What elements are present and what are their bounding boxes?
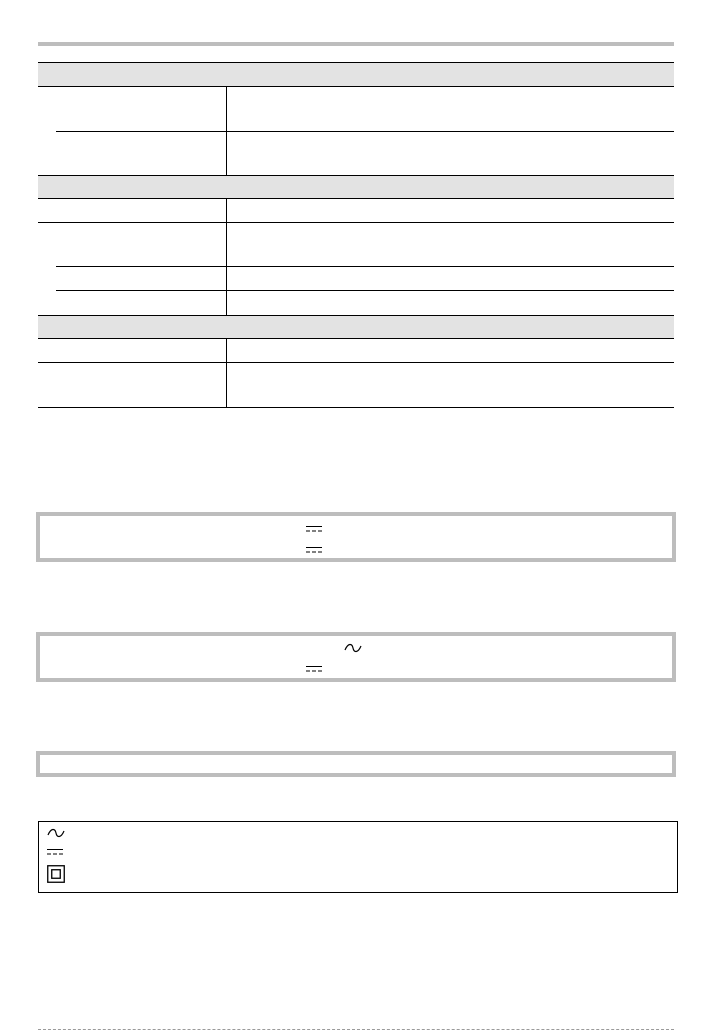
- column-divider: [226, 339, 227, 362]
- table-row: [38, 199, 674, 223]
- column-divider: [226, 132, 227, 175]
- alternating-current-icon: [344, 643, 362, 653]
- direct-current-icon: [306, 546, 322, 554]
- table-row: [38, 339, 674, 363]
- table-row: [56, 267, 674, 291]
- table-row: [56, 291, 674, 315]
- column-divider: [226, 363, 227, 407]
- direct-current-icon: [306, 525, 322, 533]
- column-divider: [226, 199, 227, 222]
- section-header-1: [38, 63, 674, 87]
- power-rating-box-3: [36, 751, 676, 777]
- footer-rule: [38, 1029, 674, 1030]
- direct-current-icon: [47, 848, 63, 856]
- column-divider: [226, 267, 227, 290]
- double-insulation-icon: [47, 865, 65, 883]
- alternating-current-icon: [47, 828, 65, 838]
- section-header-2: [38, 175, 674, 199]
- column-divider: [226, 223, 227, 266]
- column-divider: [226, 291, 227, 315]
- power-rating-box-2: [36, 632, 676, 682]
- column-divider: [226, 87, 227, 131]
- header-rule: [38, 42, 674, 46]
- table-row: [56, 363, 674, 407]
- specification-table: [38, 62, 674, 408]
- symbol-legend: [38, 821, 678, 893]
- power-rating-box-1: [36, 512, 676, 562]
- table-row: [56, 223, 674, 267]
- table-row: [38, 87, 674, 131]
- table-row: [56, 131, 674, 175]
- direct-current-icon: [306, 665, 322, 673]
- section-header-3: [38, 315, 674, 339]
